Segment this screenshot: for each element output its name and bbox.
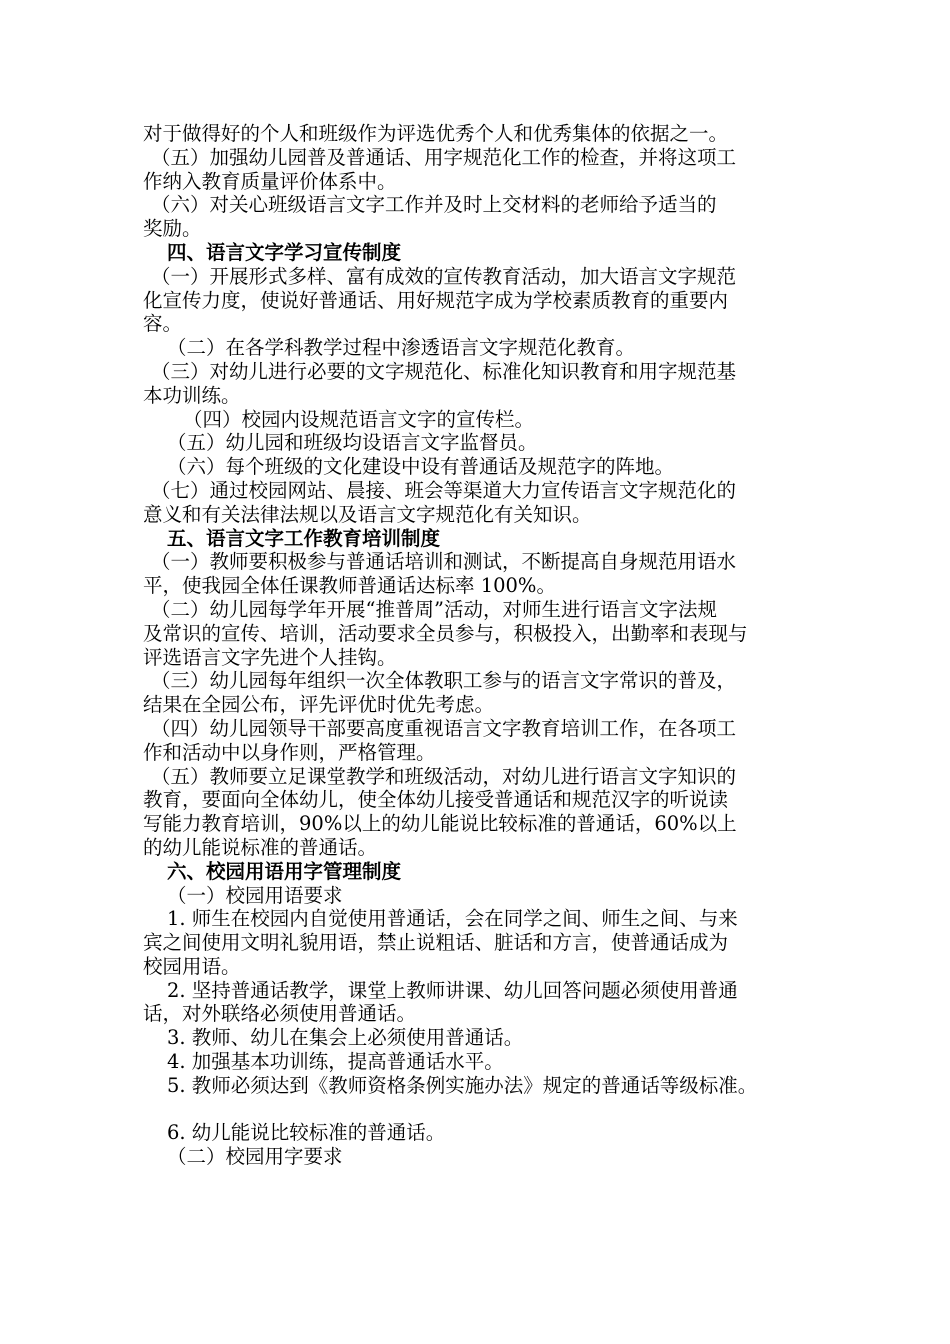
text-line: 的幼儿能说标准的普通话。	[143, 835, 378, 859]
text-line: 4. 加强基本功训练，提高普通话水平。	[167, 1050, 504, 1074]
text-line: 教育，要面向全体幼儿，使全体幼儿接受普通话和规范汉字的听说读	[143, 788, 729, 812]
text-line: 平，使我园全体任课教师普通话达标率 100%。	[143, 574, 556, 598]
text-line: 宾之间使用文明礼貌用语，禁止说粗话、脏话和方言，使普通话成为	[143, 931, 729, 955]
text-line: 本功训练。	[143, 383, 241, 407]
text-line: 3. 教师、幼儿在集会上必须使用普通话。	[167, 1026, 524, 1050]
text-line: 意义和有关法律法规以及语言文字规范化有关知识。	[143, 502, 592, 526]
blank-line	[143, 1098, 823, 1122]
text-line: （二）校园用字要求	[167, 1145, 343, 1169]
text-line: （四）幼儿园领导干部要高度重视语言文字教育培训工作，在各项工	[151, 716, 737, 740]
text-line: 2. 坚持普通话教学，课堂上教师讲课、幼儿回答问题必须使用普通	[167, 978, 738, 1002]
text-line: 化宣传力度，使说好普通话、用好规范字成为学校素质教育的重要内	[143, 288, 729, 312]
text-line: 对于做得好的个人和班级作为评选优秀个人和优秀集体的依据之一。	[143, 122, 729, 145]
text-line: （一）教师要积极参与普通话培训和测试，不断提高自身规范用语水	[151, 550, 737, 574]
section-heading: 六、校园用语用字管理制度	[167, 859, 402, 883]
section-heading: 四、语言文字学习宣传制度	[167, 240, 402, 264]
text-line: （二）在各学科教学过程中渗透语言文字规范化教育。	[167, 336, 636, 360]
section-heading: 五、语言文字工作教育培训制度	[167, 526, 441, 550]
text-line: （三）幼儿园每年组织一次全体教职工参与的语言文字常识的普及，	[151, 669, 737, 693]
text-line: 奖励。	[143, 217, 202, 241]
text-line: 1. 师生在校园内自觉使用普通话，会在同学之间、师生之间、与来	[167, 907, 738, 931]
text-line: （六）对关心班级语言文字工作并及时上交材料的老师给予适当的	[151, 193, 717, 217]
text-line: 及常识的宣传、培训，活动要求全员参与，积极投入，出勤率和表现与	[143, 621, 748, 645]
text-line: （一）校园用语要求	[167, 883, 343, 907]
text-line: （一）开展形式多样、富有成效的宣传教育活动，加大语言文字规范	[151, 264, 737, 288]
text-line: （六）每个班级的文化建设中设有普通话及规范字的阵地。	[167, 455, 675, 479]
document-body	[143, 122, 823, 1169]
text-line: 话，对外联络必须使用普通话。	[143, 1002, 417, 1026]
text-line: （五）教师要立足课堂教学和班级活动，对幼儿进行语言文字知识的	[151, 764, 737, 788]
text-line: （七）通过校园网站、晨接、班会等渠道大力宣传语言文字规范化的	[151, 478, 737, 502]
text-line: 作纳入教育质量评价体系中。	[143, 169, 397, 193]
text-line: 评选语言文字先进个人挂钩。	[143, 645, 397, 669]
text-line: 6. 幼儿能说比较标准的普通话。	[167, 1121, 446, 1145]
text-line: （五）幼儿园和班级均设语言文字监督员。	[167, 431, 538, 455]
text-line: 作和活动中以身作则，严格管理。	[143, 740, 436, 764]
text-line: （五）加强幼儿园普及普通话、用字规范化工作的检查，并将这项工	[151, 145, 737, 169]
text-line: （二）幼儿园每学年开展“推普周”活动，对师生进行语言文字法规	[151, 597, 717, 621]
text-line: 容。	[143, 312, 183, 336]
text-line: 5. 教师必须达到《教师资格条例实施办法》规定的普通话等级标准。	[167, 1073, 758, 1097]
text-line: 校园用语。	[143, 954, 241, 978]
text-line: （四）校园内设规范语言文字的宣传栏。	[183, 407, 535, 431]
text-line: 写能力教育培训，90%以上的幼儿能说比较标准的普通话，60%以上	[143, 812, 737, 836]
text-line: 结果在全园公布，评先评优时优先考虑。	[143, 693, 495, 717]
text-line: （三）对幼儿进行必要的文字规范化、标准化知识教育和用字规范基	[151, 359, 737, 383]
